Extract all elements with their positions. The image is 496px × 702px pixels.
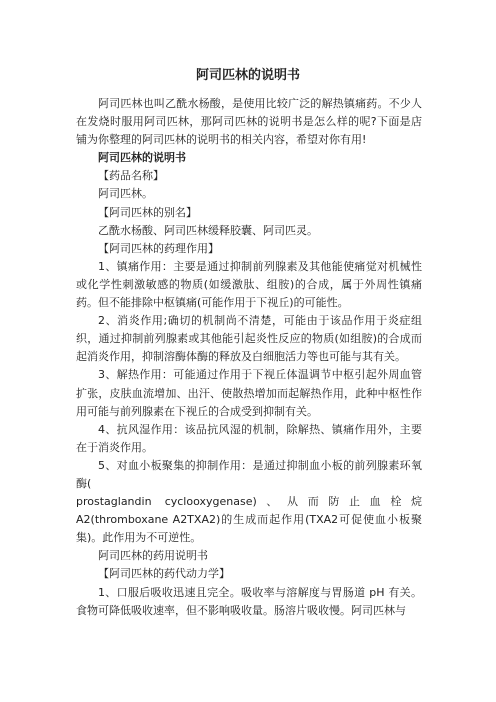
heading-pharmacology: 【阿司匹林的药理作用】 [98, 241, 219, 255]
pharmacology-item-1: 1、镇痛作用：主要是通过抑制前列腺素及其他能使痛觉对机械性或化学性刺激敏感的物质(如缓激肽、组胺)的合成，属于外周性镇痛药。但不能排除中枢镇痛(可能作用于下视丘)的可能性。 [76, 259, 422, 310]
drug-name-text: 阿司匹林。 [98, 187, 153, 201]
pharmacology-item-4: 4、抗风湿作用：该品抗风湿的机制，除解热、镇痛作用外，主要在于消炎作用。 [76, 422, 422, 454]
pharmacology-item-5-line-1: 5、对血小板聚集的抑制作用：是通过抑制血小板的前列腺素环氧酶( [76, 458, 422, 490]
heading-drug-name: 【药品名称】 [98, 169, 164, 183]
section-heading-usage: 阿司匹林的药用说明书 [98, 549, 208, 563]
section-heading-manual: 阿司匹林的说明书 [98, 151, 186, 165]
document-title: 阿司匹林的说明书 [195, 68, 300, 83]
heading-pharmacokinetics: 【阿司匹林的药代动力学】 [98, 567, 230, 581]
intro-paragraph: 阿司匹林也叫乙酰水杨酸，是使用比较广泛的解热镇痛药。不少人在发烧时服用阿司匹林，那阿司匹林的说明书是怎么样的呢?下面是店铺为你整理的阿司匹林的说明书的相关内容，希望对你有用! [76, 97, 422, 147]
document-body [76, 95, 422, 620]
pharmacology-item-3: 3、解热作用：可能通过作用于下视丘体温调节中枢引起外周血管扩张，皮肤血流增加、出汗、使散热增加而起解热作用，此种中枢性作用可能与前列腺素在下视丘的合成受到抑制有关。 [76, 368, 422, 418]
pharmacokinetics-item-1: 1、口服后吸收迅速且完全。吸收率与溶解度与胃肠道 pH 有关。食物可降低吸收速率，但不影响吸收量。肠溶片吸收慢。阿司匹林与 [76, 585, 422, 617]
pharmacology-item-2: 2、消炎作用;确切的机制尚不清楚，可能由于该品作用于炎症组织，通过抑制前列腺素或其他能引起炎性反应的物质(如组胺)的合成而起消炎作用，抑制溶酶体酶的释放及白细胞活力等也可能与其有关。 [76, 314, 422, 364]
pharmacology-item-5-line-2: prostaglandin cyclooxygenase)、从而防止血栓烷 [76, 495, 422, 509]
pharmacology-item-5-line-3: A2(thromboxane A2TXA2)的生成而起作用(TXA2可促使血小板聚集)。此作用为不可逆性。 [76, 513, 422, 545]
heading-aliases: 【阿司匹林的别名】 [98, 205, 197, 219]
aliases-text: 乙酰水杨酸、阿司匹林缓释胶囊、阿司匹灵。 [98, 223, 318, 237]
